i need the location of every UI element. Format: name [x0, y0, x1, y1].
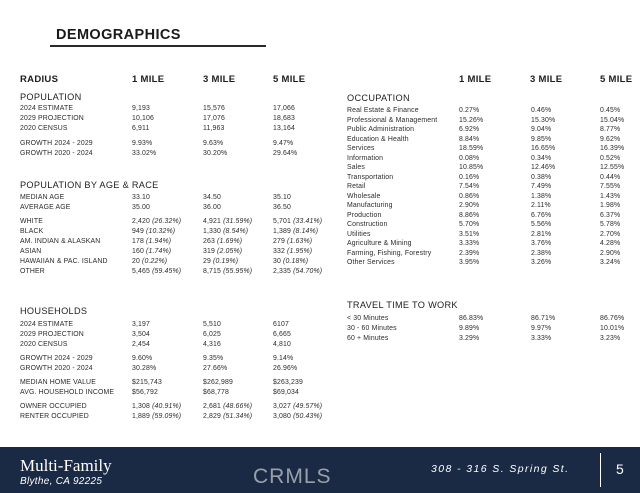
age-race-section-title: POPULATION BY AGE & RACE	[20, 180, 159, 190]
right-col-5-mile-header: 5 MILE	[600, 74, 633, 85]
population-section-title: POPULATION	[20, 92, 82, 102]
property-address: 308 - 316 S. Spring St.	[431, 463, 570, 475]
watermark: CRMLS	[253, 465, 332, 488]
right-col-1-mile-header: 1 MILE	[459, 74, 492, 85]
left-col-3-mile-header: 3 MILE	[203, 74, 236, 85]
page-title: DEMOGRAPHICS	[56, 27, 181, 43]
footer-divider	[600, 453, 601, 487]
left-col-5-mile-header: 5 MILE	[273, 74, 306, 85]
occupation-section-title: OCCUPATION	[347, 93, 410, 103]
page-number: 5	[616, 461, 624, 477]
left-col-1-mile-header: 1 MILE	[132, 74, 165, 85]
right-col-3-mile-header: 3 MILE	[530, 74, 563, 85]
property-type: Multi-Family	[20, 456, 112, 475]
radius-header: RADIUS	[20, 74, 59, 85]
travel-section-title: TRAVEL TIME TO WORK	[347, 300, 458, 310]
property-location: Blythe, CA 92225	[20, 476, 103, 487]
title-underline	[50, 45, 266, 47]
households-section-title: HOUSEHOLDS	[20, 306, 88, 316]
